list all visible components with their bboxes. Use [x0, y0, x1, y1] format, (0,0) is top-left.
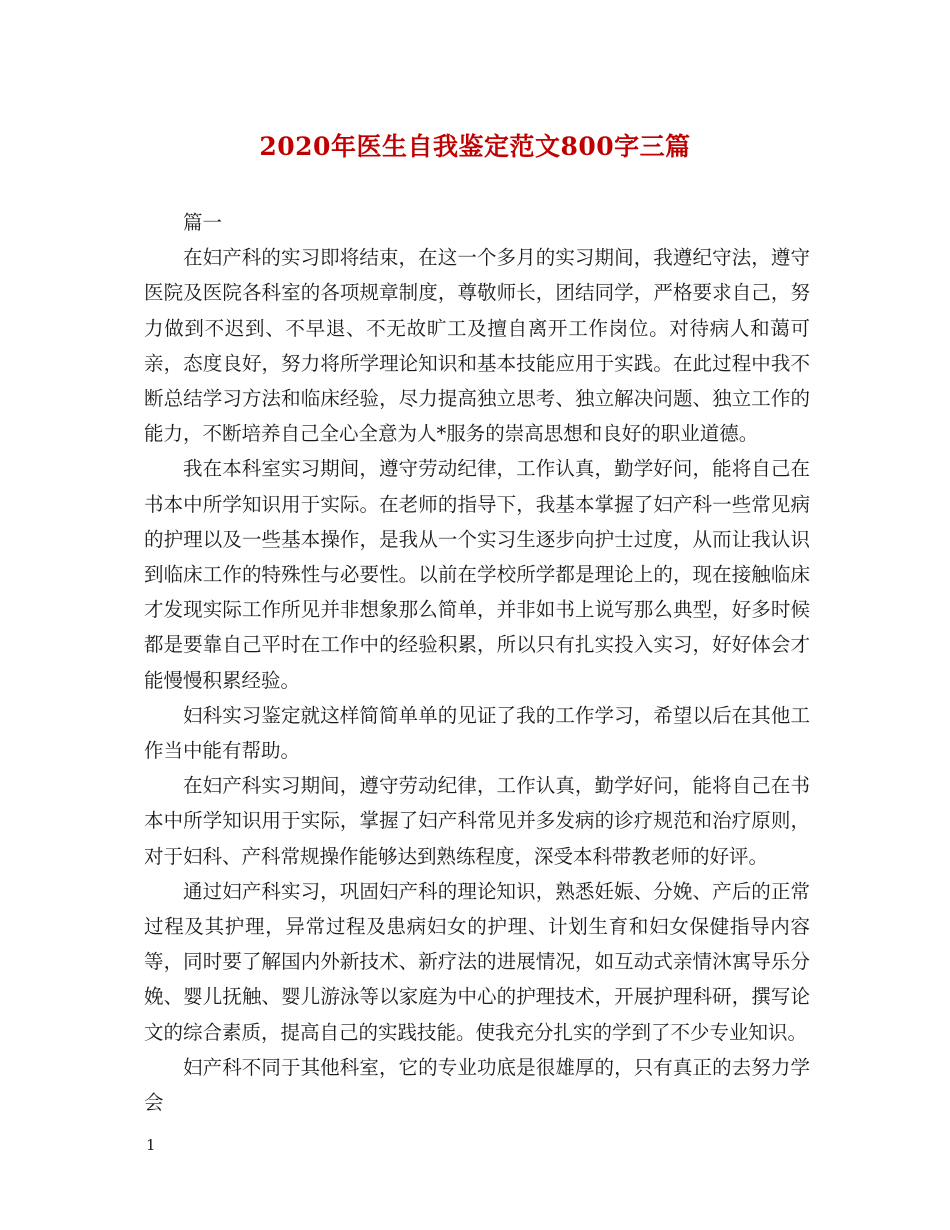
paragraph: 在妇产科实习期间，遵守劳动纪律，工作认真，勤学好问，能将自己在书本中所学知识用于实际，掌握了妇产科常见并多发病的诊疗规范和治疗原则，对于妇科、产科常规操作能够达到熟练程度，深受本科带教老师的好评。 [144, 774, 810, 868]
paragraph: 通过妇产科实习，巩固妇产科的理论知识，熟悉妊娠、分娩、产后的正常过程及其护理，异常过程及患病妇女的护理、计划生育和妇女保健指导内容等，同时要了解国内外新技术、新疗法的进展情况，如互动式亲情沐寓导乐分娩、婴儿抚触、婴儿游泳等以家庭为中心的护理技术，开展护理科研，撰写论文的综合素质，提高自己的实践技能。使我充分扎实的学到了不少专业知识。 [144, 879, 810, 1044]
section-heading: 篇一 [183, 211, 223, 234]
page-number: 1 [146, 1136, 156, 1154]
document-title: 2020年医生自我鉴定范文800字三篇 [259, 132, 691, 161]
paragraph: 妇产科不同于其他科室，它的专业功底是很雄厚的，只有真正的去努力学会 [144, 1055, 810, 1115]
paragraph: 我在本科室实习期间，遵守劳动纪律，工作认真，勤学好问，能将自己在书本中所学知识用于实际。在老师的指导下，我基本掌握了妇产科一些常见病的护理以及一些基本操作，是我从一个实习生逐步向护士过度，从而让我认识到临床工作的特殊性与必要性。以前在学校所学都是理论上的，现在接触临床才发现实际工作所见并非想象那么简单，并非如书上说写那么典型，好多时候都是要靠自己平时在工作中的经验积累，所以只有扎实投入实习，好好体会才能慢慢积累经验。 [144, 457, 810, 692]
paragraph: 在妇产科的实习即将结束，在这一个多月的实习期间，我遵纪守法，遵守医院及医院各科室的各项规章制度，尊敬师长，团结同学，严格要求自己，努力做到不迟到、不早退、不无故旷工及擅自离开工作岗位。对待病人和蔼可亲，态度良好，努力将所学理论知识和基本技能应用于实践。在此过程中我不断总结学习方法和临床经验，尽力提高独立思考、独立解决问题、独立工作的能力，不断培养自己全心全意为人*服务的崇高思想和良好的职业道德。 [144, 246, 810, 446]
document-body [144, 205, 810, 1120]
paragraph: 妇科实习鉴定就这样简简单单的见证了我的工作学习，希望以后在其他工作当中能有帮助。 [144, 703, 810, 763]
